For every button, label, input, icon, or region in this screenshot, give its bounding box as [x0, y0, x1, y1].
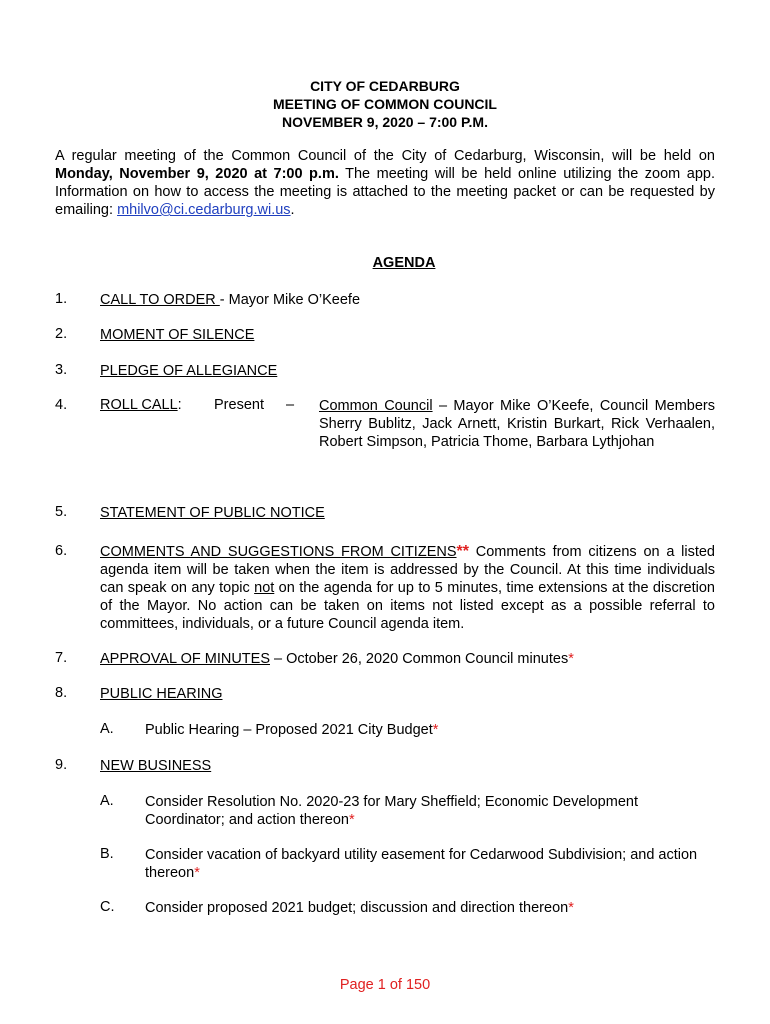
agenda-item-new-business: [100, 757, 715, 775]
roll-call-dash: –: [286, 397, 295, 413]
sub-item-resolution: [145, 793, 705, 829]
sub-item-text: Consider proposed 2021 budget; discussion and direction thereon: [145, 900, 569, 916]
item-text: Comments from citizens on a listed agenda item will be taken when the item is addressed by the Council. At this time individuals can speak on any topic: [100, 544, 715, 596]
asterisk: *: [568, 900, 574, 916]
intro-date-bold: Monday, November 9, 2020 at 7:00 p.m.: [55, 166, 339, 182]
council-members: – Mayor Mike O’Keefe, Council Members Sherry Bublitz, Jack Arnett, Kristin Burkart, Rick Verhaalen, Robert Simpson, Patricia Thome, Barbara Lythjohan: [319, 398, 715, 450]
roll-call-label: [100, 397, 182, 413]
item-label: COMMENTS AND SUGGESTIONS FROM CITIZENS: [100, 544, 457, 560]
intro-text-3: .: [290, 202, 295, 218]
item-label: MOMENT OF SILENCE: [100, 327, 255, 343]
item-text: – October 26, 2020 Common Council minutes: [270, 651, 569, 667]
agenda-item-pledge: [100, 362, 715, 380]
item-number: 4.: [55, 397, 68, 413]
item-number: 5.: [55, 504, 68, 520]
agenda-item-public-notice: [100, 504, 715, 522]
item-label: PLEDGE OF ALLEGIANCE: [100, 363, 278, 379]
item-number: 1.: [55, 291, 68, 307]
sub-item-letter: A.: [100, 721, 114, 737]
roll-call-present: Present: [214, 397, 264, 413]
item-number: 7.: [55, 650, 68, 666]
sub-item-letter: C.: [100, 899, 115, 915]
agenda-item-call-to-order: [100, 291, 715, 309]
item-label: APPROVAL OF MINUTES: [100, 651, 270, 667]
item-label: NEW BUSINESS: [100, 758, 212, 774]
item-label: PUBLIC HEARING: [100, 686, 223, 702]
item-number: 3.: [55, 362, 68, 378]
sub-item-text: Consider vacation of backyard utility easement for Cedarwood Subdivision; and action thereon: [145, 847, 698, 881]
sub-item-letter: A.: [100, 793, 114, 809]
agenda-item-minutes: [100, 650, 715, 668]
meeting-date: NOVEMBER 9, 2020 – 7:00 P.M.: [282, 114, 488, 130]
item-label: ROLL CALL: [100, 397, 178, 413]
sub-item-budget-hearing: [145, 721, 705, 739]
item-text: - Mayor Mike O’Keefe: [219, 292, 361, 308]
colon: :: [177, 397, 182, 413]
asterisk: *: [568, 651, 574, 667]
double-asterisk: **: [456, 543, 469, 560]
item-number: 8.: [55, 685, 68, 701]
page-number: Page 1 of 150: [339, 977, 431, 993]
sub-item-text: Consider Resolution No. 2020-23 for Mary Sheffield; Economic Development Coordinator; and action thereon: [145, 794, 638, 828]
item-number: 6.: [55, 543, 68, 559]
not-underlined: not: [254, 580, 275, 596]
item-label: CALL TO ORDER: [100, 292, 220, 308]
email-link[interactable]: mhilvo@ci.cedarburg.wi.us: [117, 202, 291, 218]
sub-item-text: Public Hearing – Proposed 2021 City Budget: [145, 722, 433, 738]
sub-item-budget-discussion: [145, 899, 705, 917]
asterisk: *: [348, 812, 355, 828]
city-title: CITY OF CEDARBURG: [310, 78, 460, 94]
sub-item-easement: [145, 846, 705, 882]
intro-paragraph: [55, 147, 715, 219]
item-number: 2.: [55, 326, 68, 342]
agenda-item-public-hearing: [100, 685, 715, 703]
asterisk: *: [194, 865, 200, 881]
item-number: 9.: [55, 757, 68, 773]
meeting-title: MEETING OF COMMON COUNCIL: [273, 96, 497, 112]
agenda-heading: AGENDA: [372, 255, 436, 271]
agenda-item-citizen-comments: [100, 543, 715, 633]
council-label: Common Council: [319, 398, 433, 414]
roll-call-members: [319, 397, 715, 451]
agenda-item-moment-of-silence: [100, 326, 715, 344]
asterisk: *: [432, 722, 439, 738]
intro-text-2: The meeting will be held online utilizing the zoom app. Information on how to access the meeting is attached to the meeting packet or can be requested by emailing:: [55, 166, 716, 218]
item-label: STATEMENT OF PUBLIC NOTICE: [100, 505, 325, 521]
sub-item-letter: B.: [100, 846, 114, 862]
item-text: on the agenda for up to 5 minutes, time extensions at the discretion of the Mayor. No action can be taken on items not listed except as a possible referral to committees, individuals, or a future Council agenda item.: [100, 580, 715, 632]
intro-text-1: A regular meeting of the Common Council of the City of Cedarburg, Wisconsin, will be held on: [55, 148, 715, 164]
